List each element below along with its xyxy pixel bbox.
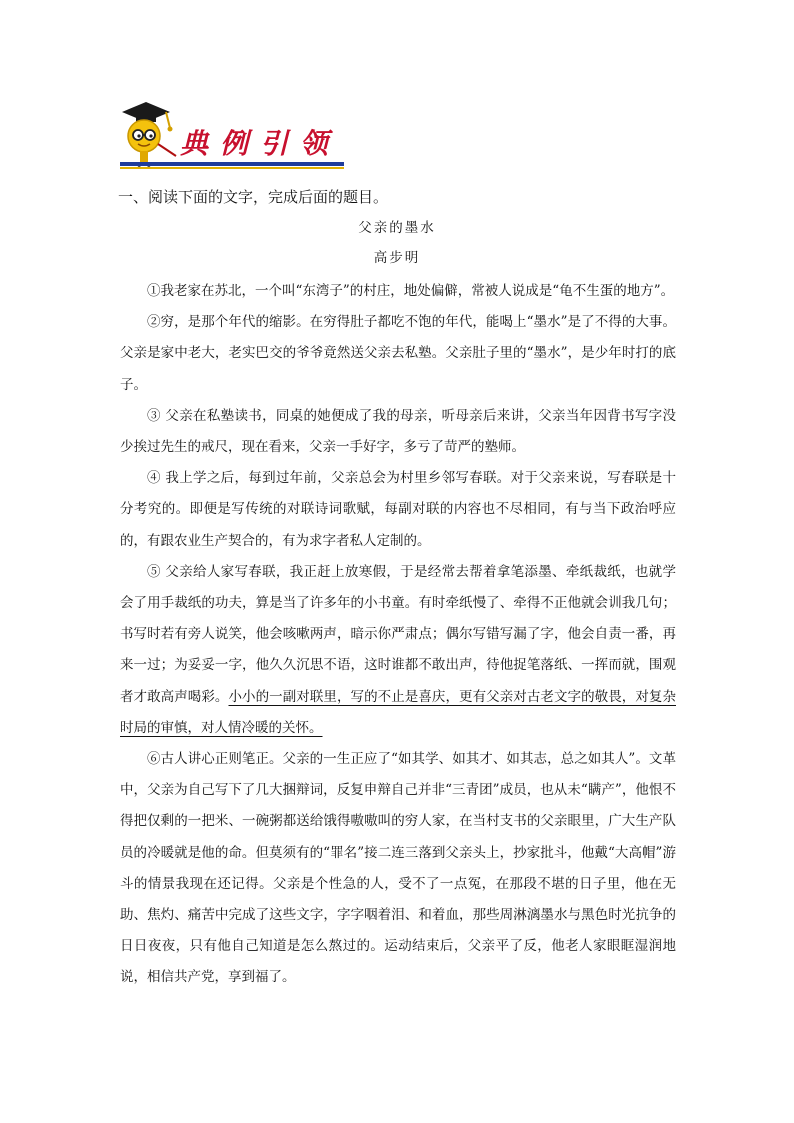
article-author: 高步明 [373, 250, 421, 266]
doctor-mascot-icon [118, 100, 182, 170]
paragraph-2: ②穷，是那个年代的缩影。在穷得肚子都吃不饱的年代，能喝上“墨水”是了不得的大事。父亲是家中老大，老实巴交的爷爷竟然送父亲去私塾。父亲肚子里的“墨水”，是少年时打的底子。 [120, 314, 676, 393]
article-body [120, 276, 676, 994]
paragraph-1: ①我老家在苏北，一个叫“东湾子”的村庄，地处偏僻，常被人说成是“龟不生蛋的地方”。 [147, 283, 675, 299]
article-title: 父亲的墨水 [358, 220, 436, 236]
paragraph-5 [120, 557, 676, 744]
question-label: 一、阅读下面的文字，完成后面的题目。 [118, 188, 389, 206]
section-banner [118, 100, 348, 172]
paragraph-3: ③ 父亲在私塾读书，同桌的她便成了我的母亲，听母亲后来讲，父亲当年因背书写字没少挨过先生的戒尺，现在看来，父亲一手好字，多亏了苛严的塾师。 [120, 407, 676, 456]
paragraph-4: ④ 我上学之后，每到过年前，父亲总会为村里乡邻写春联。对于父亲来说，写春联是十分考究的。即便是写传统的对联诗词歌赋，每副对联的内容也不尽相同，有与当下政治呼应的，有跟农业生产契合的，有为求字者私人定制的。 [120, 470, 676, 549]
banner-title: 典例引领 [180, 127, 341, 160]
banner-rule-accent [120, 167, 344, 169]
paragraph-6: ⑥古人讲心正则笔正。父亲的一生正应了“如其学、如其才、如其志，总之如其人”。文革中，父亲为自己写下了几大捆辩词，反复申辩自己并非“三青团”成员，也从未“瞒产”，他恨不得把仅剩的一把米、一碗粥都送给饿得嗷嗷叫的穷人家，在当村支书的父亲眼里，广大生产队员的冷暖就是他的命。但莫须有的“罪名”接二连三落到父亲头上，抄家批斗，他戴“大高帽”游斗的情景我现在还记得。父亲是个性急的人，受不了一点冤，在那段不堪的日子里，他在无助、焦灼、痛苦中完成了这些文字，字字咽着泪、和着血，那些周淋漓墨水与黑色时光抗争的日日夜夜，只有他自己知道是怎么熬过的。运动结束后，父亲平了反，他老人家眼眶湿润地说，相信共产党，享到福了。 [120, 751, 676, 986]
banner-rule [120, 162, 344, 166]
paragraph-5-text: ⑤ 父亲给人家写春联，我正赶上放寒假，于是经常去帮着拿笔添墨、牵纸裁纸，也就学会了用手裁纸的功夫，算是当了许多年的小书童。有时牵纸慢了、牵得不正他就会训我几句；书写时若有旁人说笑，他会咳嗽两声，暗示你严肃点；偶尔写错写漏了字，他会自责一番，再来一过；为妥妥一字，他久久沉思不语，这时谁都不敢出声，待他捉笔落纸、一挥而就，围观者才敢高声喝彩。 [120, 563, 676, 705]
underlined-sentence: 小小的一副对联里，写的不止是喜庆，更有父亲对古老文字的敬畏，对复杂时局的审慎，对人情冷暖的关怀。 [120, 688, 676, 736]
